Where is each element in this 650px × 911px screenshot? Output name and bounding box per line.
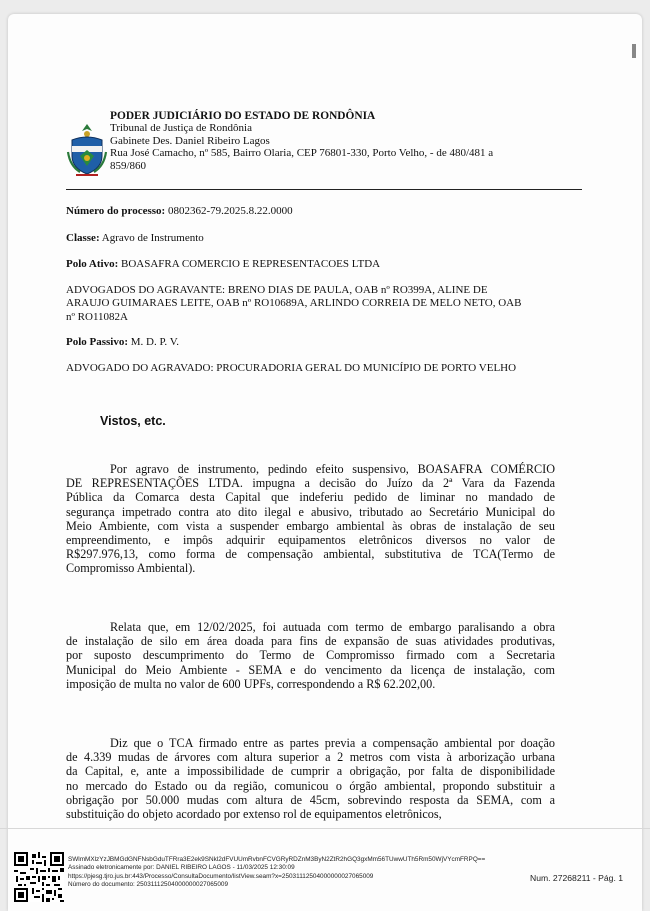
scroll-indicator [632,44,636,58]
vistos-heading: Vistos, etc. [100,414,166,428]
paragraph-line: por suposto descumprimento do Termo de Compromisso firmado com a Secretaria [66,648,555,663]
verification-url: https://pjesg.tjro.jus.br:443/Processo/ConsultaDocumento/listView.seam?x=25031112504000000027065009 [68,872,374,880]
state-coat-of-arms-icon [66,122,108,178]
document-page [8,14,642,911]
paragraph-3 [66,736,555,821]
process-number-label: Número do processo: [66,205,166,217]
passive-party-label: Polo Passivo: [66,336,129,348]
court-name: PODER JUDICIÁRIO DO ESTADO DE RONDÔNIA [110,110,376,122]
paragraph-line: DE REPRESENTAÇÕES LTDA. impugna a decisão do Juízo da 2ª Vara da Fazenda [66,476,555,491]
paragraph-line: Pública da Comarca desta Capital que indeferiu pedido de liminar no mandado de [66,490,555,505]
agravante-lawyers-line: nº RO11082A [66,310,128,323]
paragraph-line: segurança impetrado contra ato dito ilegal e abusivo, tributado ao Secretário Municipal do [66,504,555,519]
passive-party [66,336,586,349]
paragraph-line: substituição do objeto acordado por extenso rol de equipamentos eletrônicos, [66,807,442,822]
paragraph-line: Por agravo de instrumento, pedindo efeito suspensivo, BOASAFRA COMÉRCIO [110,462,555,476]
signature-info: Assinado eletronicamente por: DANIEL RIBEIRO LAGOS - 11/03/2025 12:30:09 [68,864,295,872]
paragraph-line: de 4.339 mudas de árvores com altura superior a 2 metros com vista à arborização urbana [66,750,555,765]
active-party [66,258,586,271]
paragraph-line: imposição de multa no valor de 600 UPFs, correspondendo a R$ 62.202,00. [66,676,436,691]
qr-code-icon [14,852,64,902]
footer-divider [0,828,650,829]
passive-party-value: M. D. P. V. [130,336,179,348]
paragraph-line: de instalação de silo em área doada para fins de expansão de suas atividades produtivas, [66,634,555,649]
case-class-value: Agravo de Instrumento [101,232,204,244]
page-number: Num. 27268211 - Pág. 1 [530,873,623,883]
paragraph-line: R$297.976,13, como forma de compensação ambiental, substitutiva de TCA(Termo de [66,547,555,562]
process-number-value: 0802362-79.2025.8.22.0000 [167,205,293,217]
case-class [66,232,586,245]
header-divider [66,189,582,190]
process-number [66,205,586,218]
address-line-2: 859/860 [110,159,147,172]
paragraph-line: empreendimento, e impôs adquirir equipamentos eletrônicos diversos no valor de [66,533,555,548]
paragraph-2 [66,620,555,691]
tribunal-name: Tribunal de Justiça de Rondônia [110,122,252,135]
active-party-value: BOASAFRA COMERCIO E REPRESENTACOES LTDA [121,258,381,270]
paragraph-line: Relata que, em 12/02/2025, foi autuada com termo de embargo paralisando a obra [110,620,555,634]
address-line-1: Rua José Camacho, nº 585, Bairro Olaria, CEP 76801-330, Porto Velho, - de 480/481 a [110,147,494,160]
case-class-label: Classe: [66,232,100,244]
signature-footer [68,856,485,890]
paragraph-line: da Capital, e, ante a impossibilidade de cumprir a obrigação, por falta de disponibilidade [66,764,555,779]
document-hash: SWlmMXlzYzJBMGdGNFNsbGduTFRra3E2ek9SNkl2dFVUUmRvbnFCVGRyRDZnM3ByN2ZtR2hGQ3gxMm56TUwwUTh5Rm50WjVYcmFRPQ== [68,856,486,863]
paragraph-line: obrigação por 50.000 mudas com altura de 45cm, sobrevindo resposta da SEMA, com a [66,792,555,807]
paragraph-line: Municipal do Meio Ambiente - SEMA e do vencimento da licença de instalação, com [66,662,555,677]
paragraph-line: no mercado do Estado ou da região, comunicou o órgão ambiental, propondo substituir a [66,778,555,793]
document-header [110,110,540,172]
agravado-lawyer: ADVOGADO DO AGRAVADO: PROCURADORIA GERAL DO MUNICÍPIO DE PORTO VELHO [66,362,517,374]
paragraph-1 [66,462,555,576]
paragraph-line: Compromisso Ambiental). [66,561,196,576]
paragraph-line: Meio Ambiente, com vista a suspender embargo ambiental às obras de instalação de seu [66,518,555,533]
agravante-lawyers [66,284,586,324]
agravante-lawyers-line: ARAUJO GUIMARAES LEITE, OAB nº RO10689A, ARLINDO CORREIA DE MELO NETO, OAB [66,297,522,310]
office-name: Gabinete Des. Daniel Ribeiro Lagos [110,134,270,147]
paragraph-line: Diz que o TCA firmado entre as partes previa a compensação ambiental por doação [110,736,555,750]
active-party-label: Polo Ativo: [66,258,119,270]
agravante-lawyers-line: ADVOGADOS DO AGRAVANTE: BRENO DIAS DE PAULA, OAB nº RO399A, ALINE DE [66,284,488,296]
document-number: Número do documento: 25031112504000000027065009 [68,881,229,889]
